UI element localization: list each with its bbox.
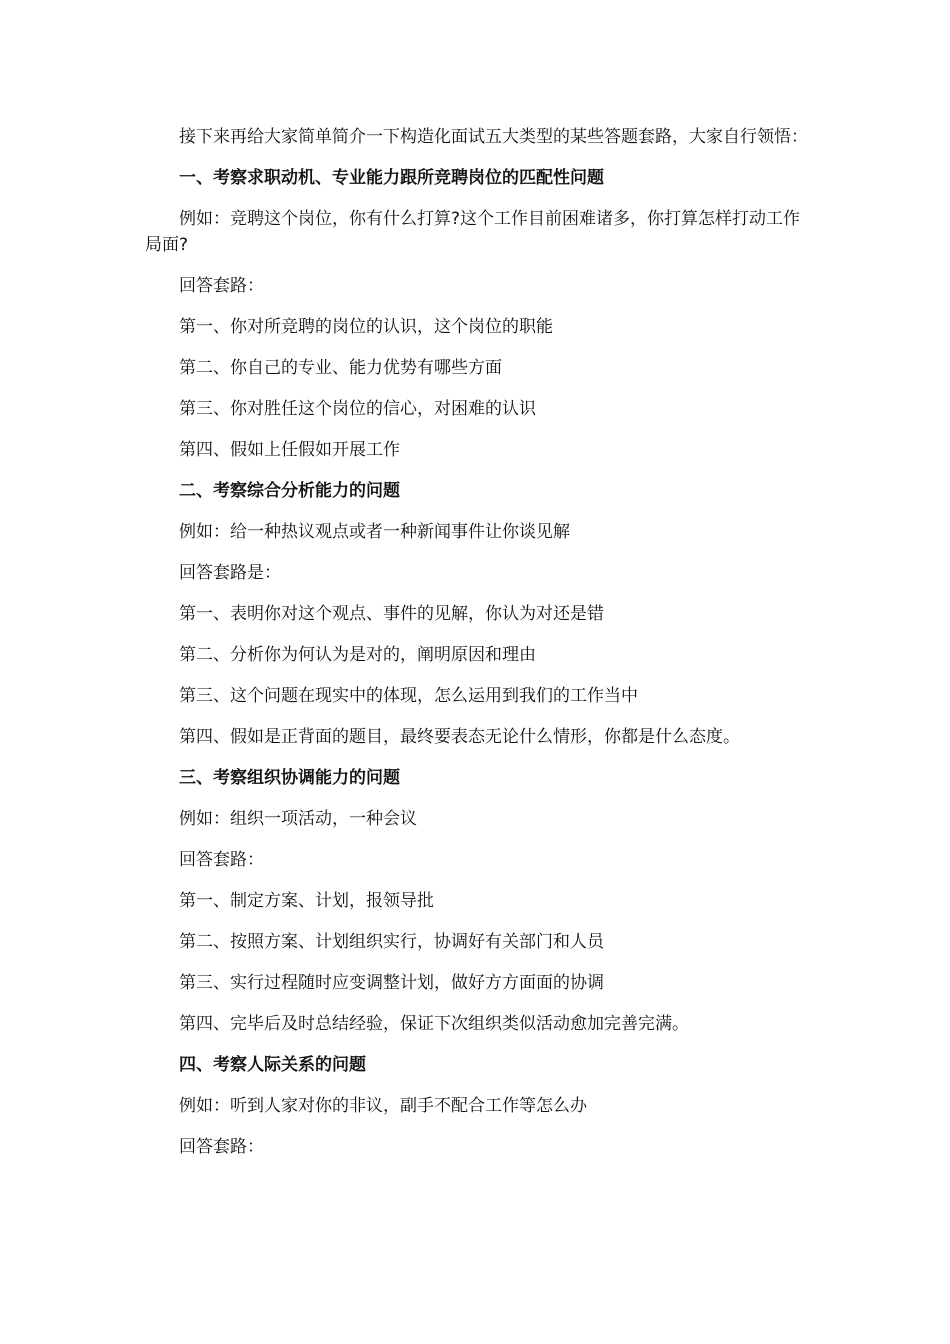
example-paragraph: 例如：竞聘这个岗位，你有什么打算?这个工作目前困难诸多，你打算怎样打动工作局面? [145, 209, 801, 255]
answer-step: 第四、假如上任假如开展工作 [179, 440, 400, 460]
answer-step: 第一、制定方案、计划，报领导批 [179, 891, 434, 911]
answer-label: 回答套路： [179, 276, 264, 296]
answer-step: 第二、按照方案、计划组织实行，协调好有关部门和人员 [179, 932, 604, 952]
section-heading-3: 三、考察组织协调能力的问题 [179, 768, 400, 788]
section-heading-2: 二、考察综合分析能力的问题 [179, 481, 400, 501]
document-body [145, 124, 810, 1160]
answer-step: 第一、表明你对这个观点、事件的见解，你认为对还是错 [179, 604, 604, 624]
answer-step: 第二、你自己的专业、能力优势有哪些方面 [179, 358, 502, 378]
answer-step: 第四、假如是正背面的题目，最终要表态无论什么情形，你都是什么态度。 [179, 727, 740, 747]
intro-paragraph: 接下来再给大家简单简介一下构造化面试五大类型的某些答题套路，大家自行领悟： [179, 127, 808, 147]
answer-label: 回答套路： [179, 850, 264, 870]
example-paragraph: 例如：给一种热议观点或者一种新闻事件让你谈见解 [179, 522, 570, 542]
answer-label: 回答套路是： [179, 563, 281, 583]
section-heading-4: 四、考察人际关系的问题 [179, 1055, 366, 1075]
answer-label: 回答套路： [179, 1137, 264, 1157]
example-paragraph: 例如：组织一项活动，一种会议 [179, 809, 417, 829]
answer-step: 第四、完毕后及时总结经验，保证下次组织类似活动愈加完善完满。 [179, 1014, 689, 1034]
answer-step: 第三、你对胜任这个岗位的信心，对困难的认识 [179, 399, 536, 419]
answer-step: 第一、你对所竞聘的岗位的认识，这个岗位的职能 [179, 317, 553, 337]
example-paragraph: 例如：听到人家对你的非议，副手不配合工作等怎么办 [179, 1096, 587, 1116]
answer-step: 第二、分析你为何认为是对的，阐明原因和理由 [179, 645, 536, 665]
section-heading-1: 一、考察求职动机、专业能力跟所竞聘岗位的匹配性问题 [179, 168, 604, 188]
answer-step: 第三、实行过程随时应变调整计划，做好方方面面的协调 [179, 973, 604, 993]
answer-step: 第三、这个问题在现实中的体现，怎么运用到我们的工作当中 [179, 686, 638, 706]
